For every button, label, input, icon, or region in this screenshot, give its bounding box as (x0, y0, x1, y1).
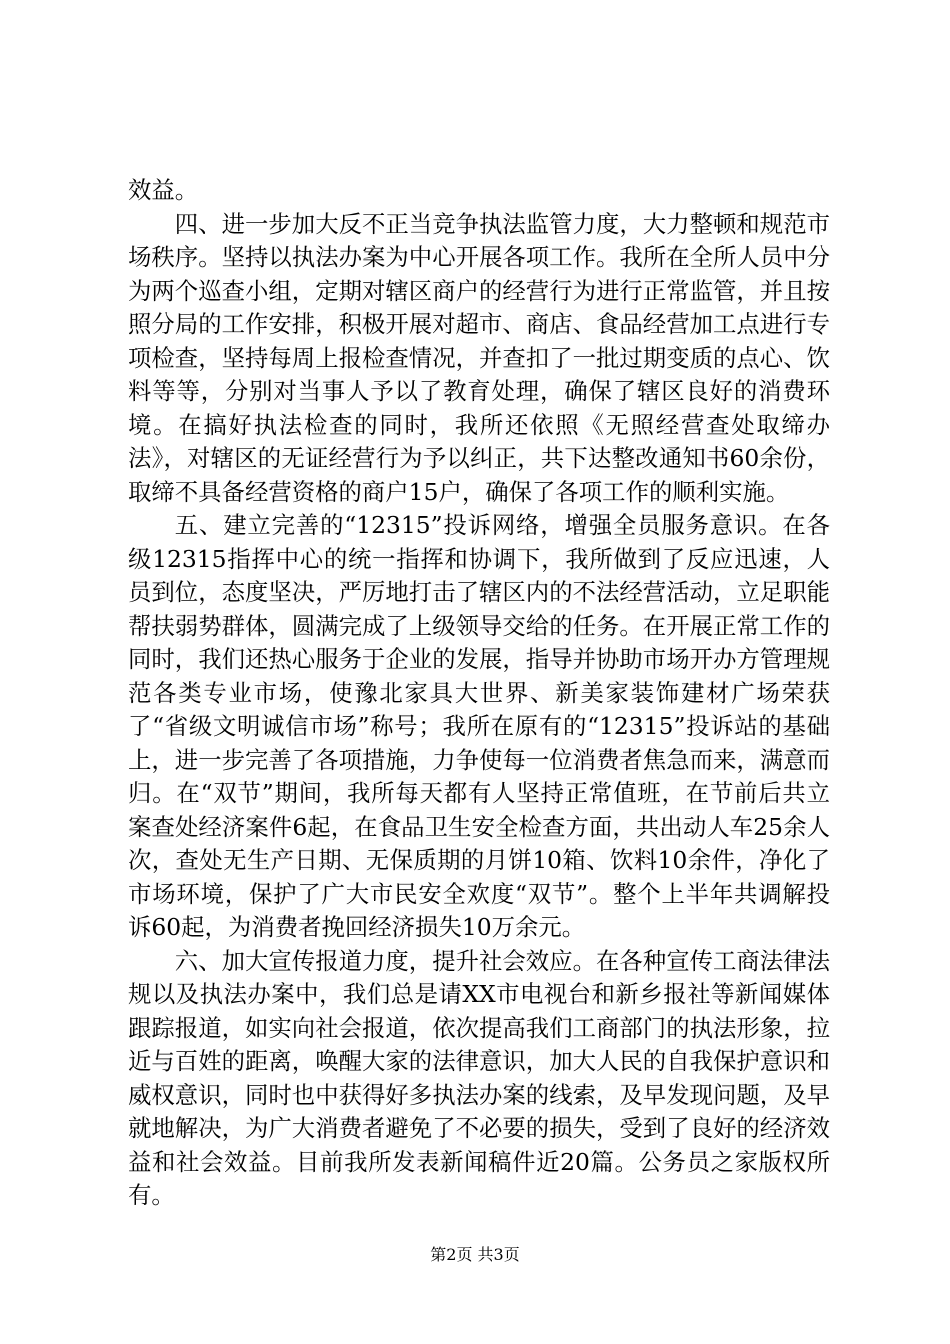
document-body (128, 174, 830, 1213)
paragraph-section-six: 六、加大宣传报道力度，提升社会效应。在各种宣传工商法律法规以及执法办案中，我们总是请XX市电视台和新乡报社等新闻媒体跟踪报道，如实向社会报道，依次提高我们工商部门的执法形象，拉近与百姓的距离，唤醒大家的法律意识，加大人民的自我保护意识和威权意识，同时也中获得好多执法办案的线索，及早发现问题，及早就地解决，为广大消费者避免了不必要的损失，受到了良好的经济效益和社会效益。目前我所发表新闻稿件近20篇。公务员之家版权所有。 (128, 946, 830, 1209)
paragraph-continuation: 效益。 (128, 176, 199, 204)
paragraph-section-four: 四、进一步加大反不正当竞争执法监管力度，大力整顿和规范市场秩序。坚持以执法办案为中心开展各项工作。我所在全所人员中分为两个巡查小组，定期对辖区商户的经营行为进行正常监管，并且按照分局的工作安排，积极开展对超市、商店、食品经营加工点进行专项检查，坚持每周上报检查情况，并查扣了一批过期变质的点心、饮料等等，分别对当事人予以了教育处理，确保了辖区良好的消费环境。在搞好执法检查的同时，我所还依照《无照经营查处取缔办法》，对辖区的无证经营行为予以纠正，共下达整改通知书60余份，取缔不具备经营资格的商户15户，确保了各项工作的顺利实施。 (128, 209, 830, 506)
paragraph-section-five: 五、建立完善的“12315”投诉网络，增强全员服务意识。在各级12315指挥中心的统一指挥和协调下，我所做到了反应迅速，人员到位，态度坚决，严厉地打击了辖区内的不法经营活动，立足职能帮扶弱势群体，圆满完成了上级领导交给的任务。在开展正常工作的同时，我们还热心服务于企业的发展，指导并协助市场开办方管理规范各类专业市场，使豫北家具大世界、新美家装饰建材广场荣获了“省级文明诚信市场”称号；我所在原有的“12315”投诉站的基础上，进一步完善了各项措施，力争使每一位消费者焦急而来，满意而归。在“双节”期间，我所每天都有人坚持正常值班，在节前后共立案查处经济案件6起，在食品卫生安全检查方面，共出动人车25余人次，查处无生产日期、无保质期的月饼10箱、饮料10余件，净化了市场环境，保护了广大市民安全欢度“双节”。整个上半年共调解投诉60起，为消费者挽回经济损失10万余元。 (128, 511, 830, 941)
page-number-footer: 第2页 共3页 (430, 1245, 520, 1264)
